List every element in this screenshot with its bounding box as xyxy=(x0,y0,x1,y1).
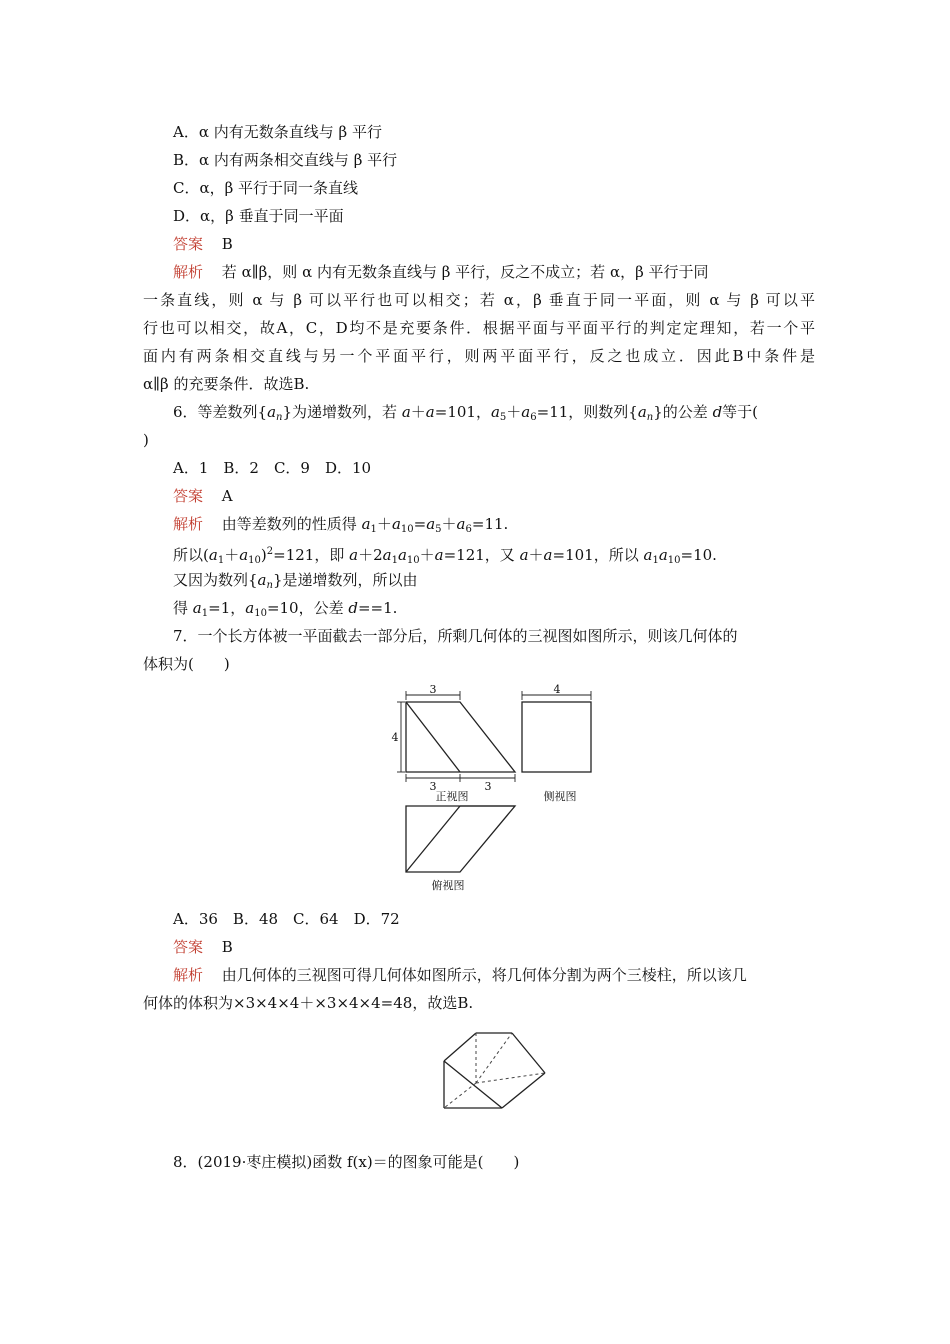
q6-explanation-line-2: 所以$(a_1+a_{10})^2=121$，即 $a+2a_1a_{10}+a=121$，又 a＋a=101，所以 $a_1a_{10}=10$. xyxy=(173,546,717,566)
explanation-label: 解析 xyxy=(173,966,204,984)
q6-stem-part: 6．等差数列{ xyxy=(173,403,268,421)
q5-option-a: A．α 内有无数条直线与 β 平行 xyxy=(173,123,382,141)
answer-value: B xyxy=(221,938,233,956)
q5-option-c: C．α，β 平行于同一条直线 xyxy=(173,179,359,197)
answer-value: B xyxy=(221,235,233,253)
q7-stem-line-2: 体积为( ) xyxy=(143,655,230,673)
front-view-diagonal xyxy=(406,702,460,772)
q6-expl-text: =1， xyxy=(208,599,246,617)
q6-expl-text: }是递增数列，所以由 xyxy=(272,571,418,589)
q6-expl-text: =121，又 xyxy=(443,546,515,564)
q7-stem-line-1: 7．一个长方体被一平面截去一部分后，所剩几何体的三视图如图所示，则该几何体的 xyxy=(173,627,738,645)
q6-expl-text: 又因为数列{ xyxy=(173,571,258,589)
q5-expl-text-1: 若 α∥β，则 α 内有无数条直线与 β 平行，反之不成立；若 α，β 平行于同 xyxy=(221,263,709,281)
top-view-shape xyxy=(406,806,515,872)
q8-stem: 8．(2019·枣庄模拟)函数 f(x)＝的图象可能是( ) xyxy=(173,1153,520,1171)
front-view-label: 正视图 xyxy=(435,790,469,803)
q6-expl-text: ==1. xyxy=(357,599,398,617)
q6-answer-line xyxy=(173,486,233,506)
q5-explanation-line-2: 一条直线，则 α 与 β 可以平行也可以相交；若 α，β 垂直于同一平面，则 α 与 β 可以平 xyxy=(143,291,815,309)
q6-explanation-line-4: 得 $a_1=1$，$a_{10}=10$，公差 d==1. xyxy=(173,599,398,619)
q6-expl-text: =101，所以 xyxy=(552,546,639,564)
q6-expl-text: =10. xyxy=(680,546,717,564)
answer-label: 答案 xyxy=(173,938,204,956)
answer-label: 答案 xyxy=(173,487,204,505)
q7-answer-line xyxy=(173,937,233,957)
q6-stem-part: =101， xyxy=(434,403,491,421)
q6-expl-text: =121，即 xyxy=(273,546,345,564)
q6-explanation-line-3: 又因为数列$\{a_n\}$是递增数列，所以由 xyxy=(173,571,418,591)
side-view-shape xyxy=(522,702,591,772)
q6-options: A．1 B．2 C．9 D．10 xyxy=(173,459,372,477)
dim-label-left: 4 xyxy=(391,731,399,744)
q6-stem-line-1: 6．等差数列$\{a_n\}$为递增数列，若 a＋a=101，$a_5+a_6=11$，则数列$\{a_n\}$的公差 d等于( xyxy=(173,403,759,423)
solid-figure xyxy=(440,1030,550,1112)
explanation-label: 解析 xyxy=(173,515,204,533)
q7-options: A．36 B．48 C．64 D．72 xyxy=(173,910,400,928)
q6-expl-text: 所以( xyxy=(173,546,209,564)
q7-expl-text: 由几何体的三视图可得几何体如图所示，将几何体分割为两个三棱柱，所以该几 xyxy=(221,966,747,984)
q6-stem-part: }的公差 xyxy=(653,403,708,421)
answer-label: 答案 xyxy=(173,235,204,253)
q6-expl-text: 得 xyxy=(173,599,189,617)
q7-explanation-line-1 xyxy=(173,965,747,985)
q5-option-d: D．α，β 垂直于同一平面 xyxy=(173,207,344,225)
q5-explanation-line-5: α∥β 的充要条件．故选B. xyxy=(143,375,310,393)
dim-label-top: 3 xyxy=(429,683,437,696)
front-view-shape xyxy=(406,702,515,772)
side-view-label: 侧视图 xyxy=(543,790,577,803)
q5-option-b: B．α 内有两条相交直线与 β 平行 xyxy=(173,151,398,169)
q5-answer-line xyxy=(173,234,233,254)
q6-expl-text: 由等差数列的性质得 xyxy=(221,515,357,533)
q6-stem-line-2: ) xyxy=(143,431,149,449)
q5-explanation-line-1 xyxy=(173,262,709,282)
q7-explanation-line-2: 何体的体积为×3×4×4＋×3×4×4=48，故选B. xyxy=(143,994,474,1012)
dim-label-side: 4 xyxy=(553,683,561,696)
q5-explanation-line-3: 行也可以相交，故A，C，D均不是充要条件．根据平面与平面平行的判定定理知，若一个平 xyxy=(143,319,815,337)
q6-stem-part: =11，则数列{ xyxy=(536,403,638,421)
explanation-label: 解析 xyxy=(173,263,204,281)
q6-stem-part: }为递增数列，若 xyxy=(282,403,398,421)
q5-explanation-line-4: 面内有两条相交直线与另一个平面平行，则两平面平行，反之也成立．因此B中条件是 xyxy=(143,347,815,365)
top-view-label: 俯视图 xyxy=(431,879,465,892)
q6-expl-text: =10，公差 xyxy=(266,599,344,617)
top-view-diagonal xyxy=(406,806,460,872)
dim-label-bottom-2: 3 xyxy=(484,780,492,793)
q6-stem-part: 等于( xyxy=(722,403,759,421)
answer-value: A xyxy=(221,487,233,505)
dim-label-bottom-1: 3 xyxy=(429,780,437,793)
q6-explanation-line-1: 解析 由等差数列的性质得 $a_1+a_{10}=a_5+a_6=11$. xyxy=(173,515,509,535)
three-view-figure xyxy=(380,682,620,896)
